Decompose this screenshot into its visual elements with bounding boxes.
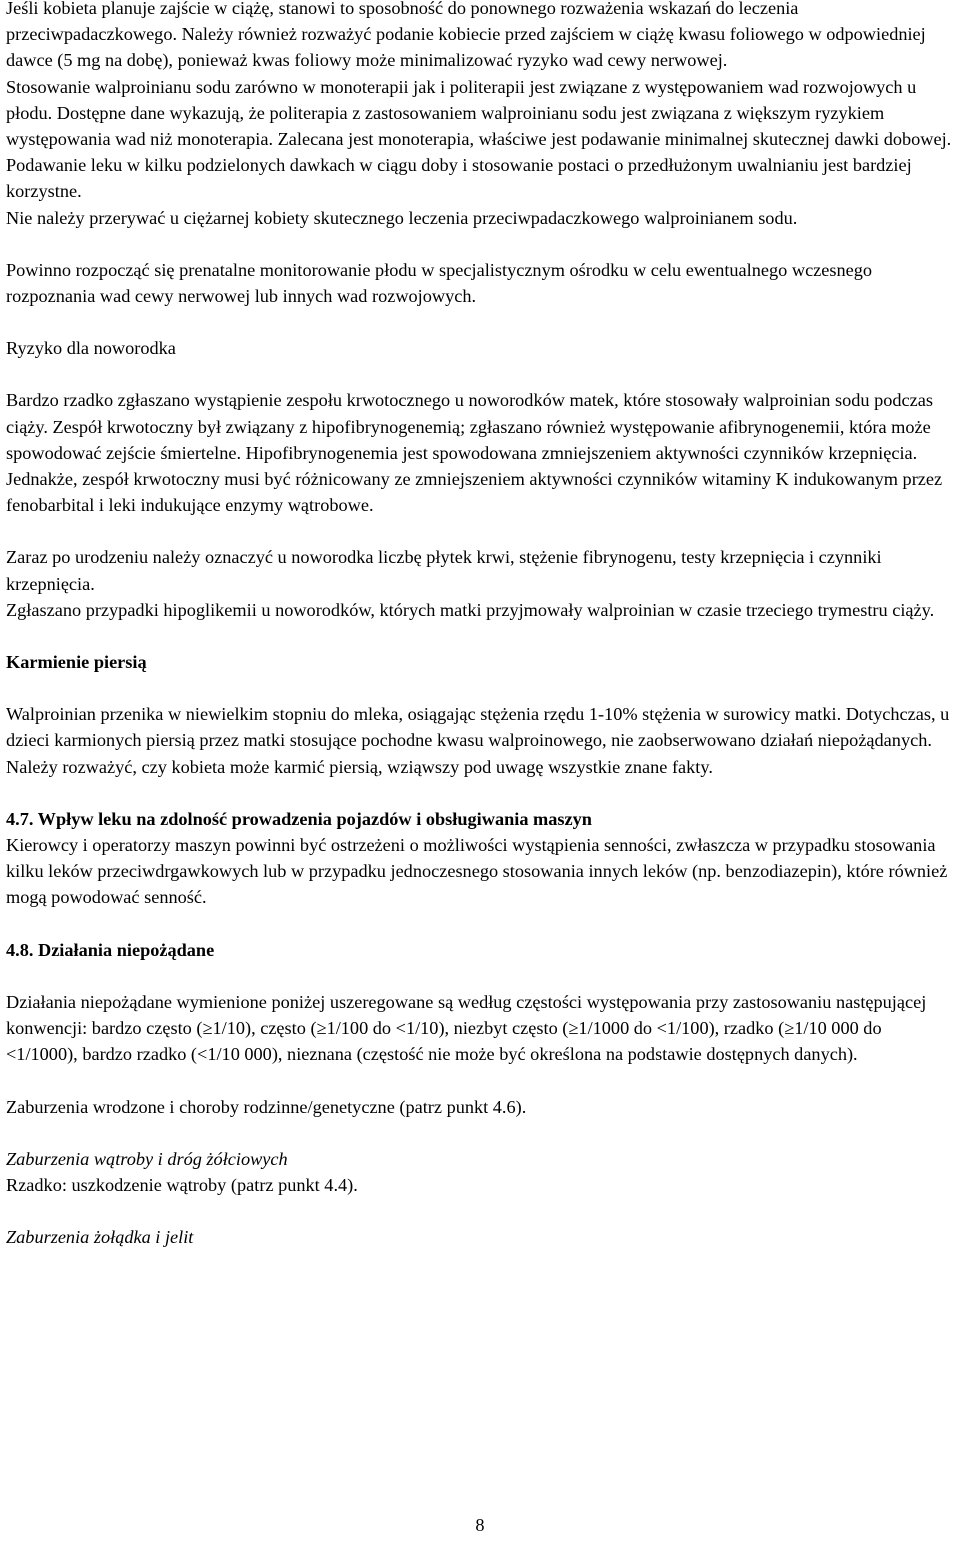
paragraph-frequency-convention: Działania niepożądane wymienione poniżej uszeregowane są według częstości występowania przy zastosowaniu następującej konwencji: bardzo często (≥1/10), często (≥1/100 do <1/10), niezbyt często (≥1/1000 do <1/100), rzadko (≥1/10 000 do <1/1000), bardzo rzadko (<1/10 000), nieznana (częstość nie może być określona na podstawie dostępnych danych). <box>6 991 927 1065</box>
spacer <box>6 231 956 257</box>
paragraph-hemorrhagic-syndrome: Bardzo rzadko zgłaszano wystąpienie zespołu krwotocznego u noworodków matek, które stosowały walproinian sodu podczas ciąży. Zespół krwotoczny był związany z hipofibrynogenemią; zgłaszano również występowanie afibrynogenemii, która może spowodować zejście śmiertelne. Hipofibrynogenemia jest spowodowana zmniejszeniem aktywności czynników krzepnięcia. Jednakże, zespół krwotoczny musi być różnicowany ze zmniejszeniem aktywności czynników witaminy K indukowanym przez fenobarbital i leki indukujące enzymy wątrobowe. <box>6 390 943 516</box>
paragraph-prenatal-monitoring: Powinno rozpocząć się prenatalne monitorowanie płodu w specjalistycznym ośrodku w celu ewentualnego wczesnego rozpoznania wad cewy nerwowej lub innych wad rozwojowych. <box>6 259 873 307</box>
spacer <box>6 963 956 989</box>
heading-section-4-8: 4.8. Działania niepożądane <box>6 939 215 960</box>
page-number: 8 <box>475 1515 485 1535</box>
heading-breastfeeding: Karmienie piersią <box>6 652 147 673</box>
spacer <box>6 1068 956 1094</box>
spacer <box>6 911 956 937</box>
paragraph-breastfeeding: Walproinian przenika w niewielkim stopniu do mleka, osiągając stężenia rzędu 1-10% stężenia w surowicy matki. Dotychczas, u dzieci karmionych piersią przez matki stosujące pochodne kwasu walproinowego, nie zaobserwowano działań niepożądanych. Należy rozważyć, czy kobieta może karmić piersią, wziąwszy pod uwagę wszystkie znane fakty. <box>6 704 950 777</box>
paragraph-driving: Kierowcy i operatorzy maszyn powinni być ostrzeżeni o możliwości wystąpienia senności, zwłaszcza w przypadku stosowania kilku leków przeciwdrgawkowych lub w przypadku jednoczesnego stosowania innych leków (np. benzodiazepin), które również mogą powodować senność. <box>6 835 948 908</box>
document-page <box>6 0 956 1250</box>
spacer <box>6 780 956 806</box>
paragraph-hypoglycemia: Zgłaszano przypadki hipoglikemii u noworodków, których matki przyjmowały walproinian w czasie trzeciego trymestru ciąży. <box>6 599 935 620</box>
spacer <box>6 1198 956 1224</box>
spacer <box>6 1120 956 1146</box>
subheading-newborn-risk: Ryzyko dla noworodka <box>6 338 176 359</box>
paragraph-liver-damage: Rzadko: uszkodzenie wątroby (patrz punkt 4.4). <box>6 1174 358 1195</box>
paragraph-pregnancy-planning: Jeśli kobieta planuje zajście w ciążę, stanowi to sposobność do ponownego rozważenia wskazań do leczenia przeciwpadaczkowego. Należy również rozważyć podanie kobiecie przed zajściem w ciążę kwasu foliowego w odpowiedniej dawce (5 mg na dobę), ponieważ kwas foliowy może minimalizować ryzyko wad cewy nerwowej. <box>6 0 926 71</box>
soc-gastrointestinal: Zaburzenia żołądka i jelit <box>6 1227 194 1248</box>
paragraph-newborn-tests: Zaraz po urodzeniu należy oznaczyć u noworodka liczbę płytek krwi, stężenie fibrynogenu, testy krzepnięcia i czynniki krzepnięcia. <box>6 547 882 594</box>
paragraph-do-not-interrupt: Nie należy przerywać u ciężarnej kobiety skutecznego leczenia przeciwpadaczkowego walproinianem sodu. <box>6 207 798 228</box>
paragraph-congenital-disorders: Zaburzenia wrodzone i choroby rodzinne/genetyczne (patrz punkt 4.6). <box>6 1096 527 1117</box>
spacer <box>6 518 956 544</box>
soc-hepatobiliary: Zaburzenia wątroby i dróg żółciowych <box>6 1148 288 1169</box>
spacer <box>6 675 956 701</box>
heading-section-4-7: 4.7. Wpływ leku na zdolność prowadzenia pojazdów i obsługiwania maszyn <box>6 808 592 829</box>
spacer <box>6 309 956 335</box>
spacer <box>6 623 956 649</box>
spacer <box>6 361 956 387</box>
paragraph-valproate-risk: Stosowanie walproinianu sodu zarówno w monoterapii jak i politerapii jest związane z występowaniem wad rozwojowych u płodu. Dostępne dane wykazują, że politerapia z zastosowaniem walproinianu sodu jest związana z większym ryzykiem występowania wad niż monoterapia. Zalecana jest monoterapia, właściwe jest podawanie minimalnej skutecznej dawki dobowej. Podawanie leku w kilku podzielonych dawkach w ciągu doby i stosowanie postaci o przedłużonym uwalnianiu jest bardziej korzystne. <box>6 76 952 202</box>
